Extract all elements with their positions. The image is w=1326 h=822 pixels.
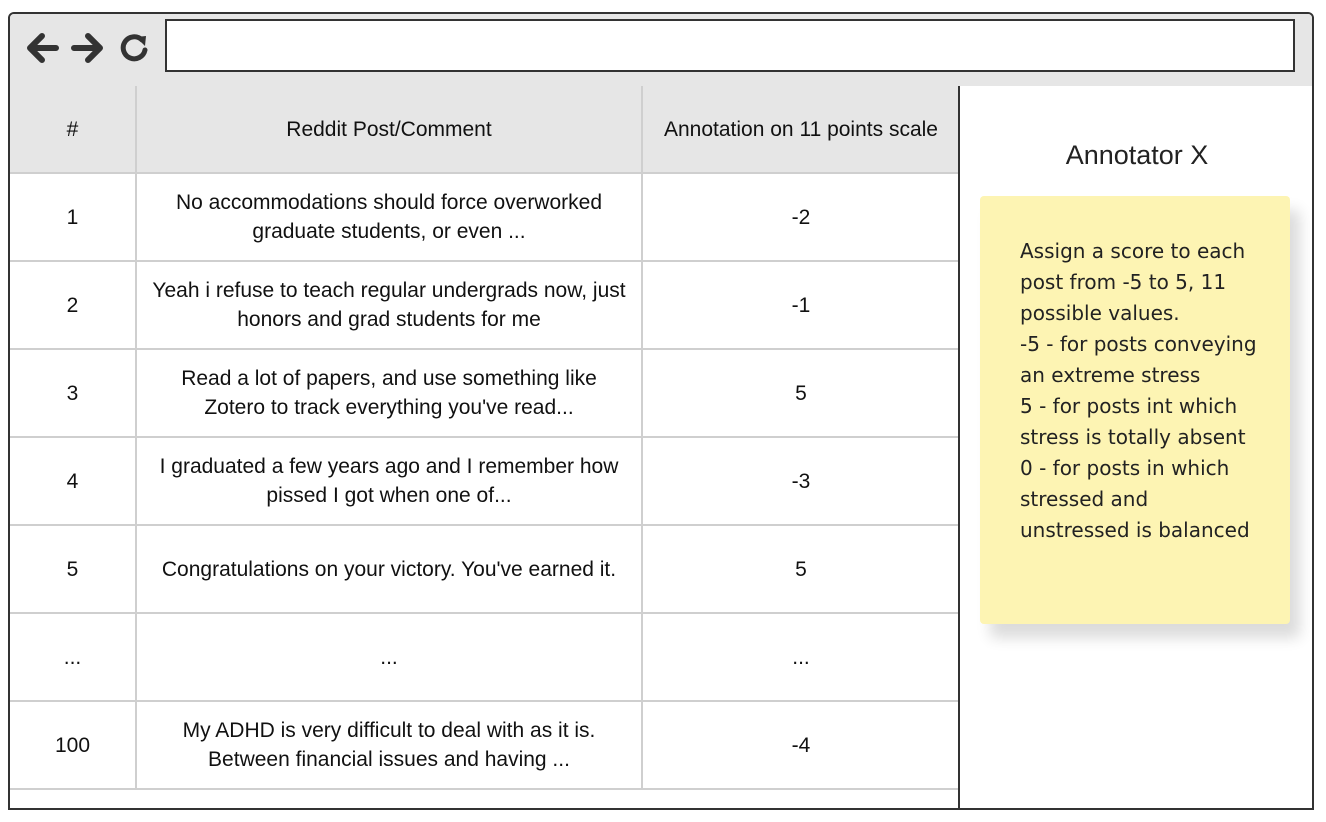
post-text: My ADHD is very difficult to deal with as it is. Between financial issues and having ... <box>136 701 642 789</box>
browser-toolbar <box>10 14 1312 88</box>
table-row[interactable] <box>10 701 960 789</box>
row-number: 100 <box>10 701 136 789</box>
instruction-line: 5 - for posts int which stress is totally absent <box>1020 394 1246 449</box>
instruction-line: Assign a score to each post from -5 to 5, 11 possible values. <box>1020 239 1246 325</box>
table-row-ellipsis <box>10 613 960 701</box>
post-text: Yeah i refuse to teach regular undergrads now, just honors and grad students for me <box>136 261 642 349</box>
address-bar-input[interactable] <box>165 19 1295 72</box>
row-number: 2 <box>10 261 136 349</box>
annotation-score[interactable]: 5 <box>642 349 960 437</box>
annotation-score: ... <box>642 613 960 701</box>
annotation-score[interactable]: 5 <box>642 525 960 613</box>
post-text: I graduated a few years ago and I remember how pissed I got when one of... <box>136 437 642 525</box>
post-text: Congratulations on your victory. You've earned it. <box>136 525 642 613</box>
row-number: 5 <box>10 525 136 613</box>
row-number: 3 <box>10 349 136 437</box>
table-header-row <box>10 86 960 173</box>
post-text: No accommodations should force overworked graduate students, or even ... <box>136 173 642 261</box>
table-row[interactable] <box>10 525 960 613</box>
table-row[interactable] <box>10 173 960 261</box>
reload-icon[interactable] <box>114 28 154 68</box>
instructions-sticky-note <box>980 196 1290 624</box>
post-text: ... <box>136 613 642 701</box>
annotation-score[interactable]: -4 <box>642 701 960 789</box>
column-header-post: Reddit Post/Comment <box>136 86 642 173</box>
annotation-score[interactable]: -3 <box>642 437 960 525</box>
table-row[interactable] <box>10 349 960 437</box>
forward-arrow-icon[interactable] <box>68 28 108 68</box>
annotation-table <box>10 86 960 808</box>
annotator-title: Annotator X <box>1065 140 1209 170</box>
instruction-line: 0 - for posts in which stressed and unstressed is balanced <box>1020 456 1250 542</box>
browser-window <box>8 12 1314 810</box>
column-header-annotation: Annotation on 11 points scale <box>642 86 960 173</box>
table-row[interactable] <box>10 261 960 349</box>
row-number: 1 <box>10 173 136 261</box>
annotation-score[interactable]: -2 <box>642 173 960 261</box>
row-number: 4 <box>10 437 136 525</box>
post-text: Read a lot of papers, and use something like Zotero to track everything you've read... <box>136 349 642 437</box>
table-row[interactable] <box>10 437 960 525</box>
annotation-score[interactable]: -1 <box>642 261 960 349</box>
back-arrow-icon[interactable] <box>22 28 62 68</box>
row-number: ... <box>10 613 136 701</box>
annotator-panel <box>958 86 1314 808</box>
column-header-number: # <box>10 86 136 173</box>
instruction-line: -5 - for posts conveying an extreme stress <box>1020 332 1257 387</box>
